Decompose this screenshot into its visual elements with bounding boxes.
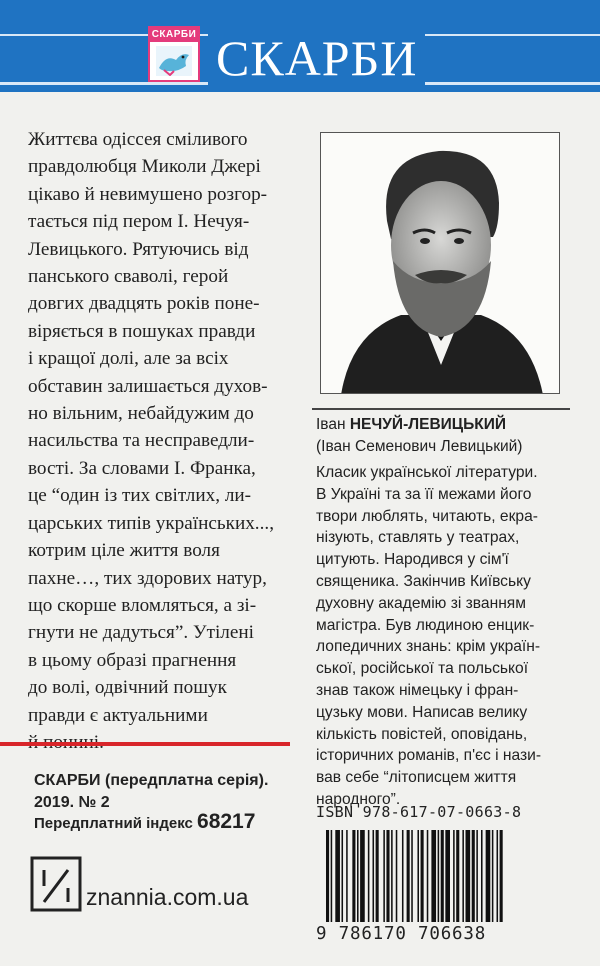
- barcode-bar: [500, 830, 503, 922]
- series-info: [34, 770, 294, 814]
- barcode-bar: [411, 830, 413, 922]
- bio-line: ської, російської та польської: [316, 660, 529, 678]
- barcode-bar: [427, 830, 429, 922]
- blurb-line: довгих двадцять років поне-: [28, 293, 260, 315]
- blurb-line: царських типів українських...,: [28, 512, 274, 534]
- barcode-bar: [497, 830, 499, 922]
- bio-line: нізують, ставлять у театрах,: [316, 529, 520, 547]
- author-surname: НЕЧУЙ-ЛЕВИЦЬКИЙ: [349, 416, 506, 433]
- bio-line: лопедичних знань: крім україн-: [316, 638, 541, 656]
- barcode-bar: [383, 830, 385, 922]
- bio-line: вав себе “літописцем життя: [316, 769, 517, 787]
- author-first-name: Іван: [316, 416, 346, 433]
- barcode-bar: [431, 830, 436, 922]
- publisher-website: znannia.com.ua: [86, 884, 249, 910]
- blurb-line: цікаво й невимушено розгор-: [28, 183, 268, 205]
- bio-line: знав також німецьку і фран-: [316, 681, 519, 699]
- barcode-bar: [453, 830, 455, 922]
- barcode-digits: 9 786170 706638: [316, 924, 487, 944]
- bio-line: Класик української літератури.: [316, 464, 538, 481]
- barcode-bar: [360, 830, 365, 922]
- divider-rule: [0, 742, 290, 746]
- bio-line: священика. Закінчив Київську: [316, 572, 531, 590]
- barcode-bar: [486, 830, 491, 922]
- blurb-line: Життєва одіссея сміливого: [28, 129, 248, 150]
- series-issue: 2019. № 2: [34, 794, 110, 811]
- blurb-line: тається під пером І. Нечуя-: [28, 211, 250, 233]
- blurb-line: правдолюбця Миколи Джері: [28, 156, 261, 178]
- barcode-bar: [396, 830, 398, 922]
- bio-line: кількість повістей, оповідань,: [316, 725, 528, 743]
- subscription-index-number: 68217: [197, 810, 256, 833]
- series-logo-label: СКАРБИ: [151, 29, 197, 40]
- isbn-text: ISBN 978-617-07-0663-8: [316, 803, 522, 821]
- barcode-bar: [472, 830, 475, 922]
- bio-line: В Україні та за її межами його: [316, 485, 532, 503]
- barcode-bar: [373, 830, 375, 922]
- blurb-line: вості. За словами І. Франка,: [28, 457, 256, 479]
- subscription-index: [34, 810, 255, 834]
- barcode-bar: [326, 830, 329, 922]
- series-logo: [148, 26, 200, 82]
- book-blurb: [28, 126, 304, 756]
- barcode-bar: [331, 830, 333, 922]
- publisher-logo-icon: [30, 856, 82, 912]
- series-name: СКАРБИ (передплатна серія).: [34, 772, 269, 789]
- barcode-bar: [352, 830, 355, 922]
- blurb-line: панського сваволі, герой: [28, 266, 229, 288]
- author-rule: [312, 408, 570, 410]
- barcode-bar: [438, 830, 440, 922]
- barcode-image: [324, 830, 558, 922]
- blurb-line: пахне…, тих здорових натур,: [28, 567, 267, 589]
- bio-line: цитують. Народився у сім'ї: [316, 551, 509, 569]
- bio-line: магістра. Був людиною енцик-: [316, 616, 535, 634]
- barcode-bar: [462, 830, 464, 922]
- blurb-line: віряється в пошуках правди: [28, 320, 256, 342]
- author-portrait: [320, 132, 560, 394]
- author-bio: [316, 462, 578, 811]
- bio-line: історичних романів, п'єс і нази-: [316, 747, 542, 765]
- barcode-bar: [407, 830, 410, 922]
- barcode-bar: [402, 830, 404, 922]
- barcode-bar: [386, 830, 389, 922]
- author-name: [316, 416, 506, 434]
- blurb-line: но вільним, небайдужим до: [28, 403, 254, 425]
- barcode-bar: [376, 830, 379, 922]
- blurb-line: гнути не дадуться”. Утілені: [28, 622, 254, 644]
- blurb-line: в цьому образі прагнення: [28, 649, 237, 671]
- barcode-bar: [357, 830, 359, 922]
- barcode-bar: [368, 830, 370, 922]
- bio-line: твори люблять, читають, екра-: [316, 507, 538, 525]
- blurb-line: і кращої долі, але за всіх: [28, 348, 229, 370]
- barcode-bar: [466, 830, 471, 922]
- author-full-name: (Іван Семенович Левицький): [316, 438, 523, 455]
- blurb-line: правди є актуальними: [28, 704, 208, 726]
- barcode-bar: [417, 830, 419, 922]
- subscription-index-label: Передплатний індекс: [34, 815, 193, 832]
- barcode-bar: [481, 830, 483, 922]
- blurb-line: що скорше вломляться, а зі-: [28, 594, 257, 616]
- barcode-bar: [335, 830, 340, 922]
- barcode-bar: [441, 830, 444, 922]
- barcode-bar: [342, 830, 344, 922]
- series-header-bar: [0, 0, 600, 92]
- blurb-line: котрим ціле життя воля: [28, 540, 220, 562]
- bio-line: народного”.: [316, 790, 401, 808]
- bird-icon: [156, 46, 192, 76]
- author-portrait-image: [321, 133, 560, 394]
- blurb-line: до волі, одвічний пошук: [28, 677, 227, 699]
- blurb-line: це “один із тих світлих, ли-: [28, 485, 252, 507]
- barcode-bar: [421, 830, 424, 922]
- barcode-bar: [391, 830, 393, 922]
- barcode-bar: [476, 830, 478, 922]
- barcode-bar: [346, 830, 348, 922]
- series-title: СКАРБИ: [208, 28, 425, 88]
- blurb-line: насильства та несправедли-: [28, 430, 255, 452]
- barcode-bar: [492, 830, 494, 922]
- barcode-bar: [445, 830, 450, 922]
- bio-line: духовну академію зі званням: [316, 594, 526, 612]
- bio-line: цузьку мови. Написав велику: [316, 703, 528, 721]
- blurb-line: Левицького. Рятуючись від: [28, 238, 249, 260]
- blurb-line: обставин залишається духов-: [28, 375, 268, 397]
- barcode-bar: [456, 830, 459, 922]
